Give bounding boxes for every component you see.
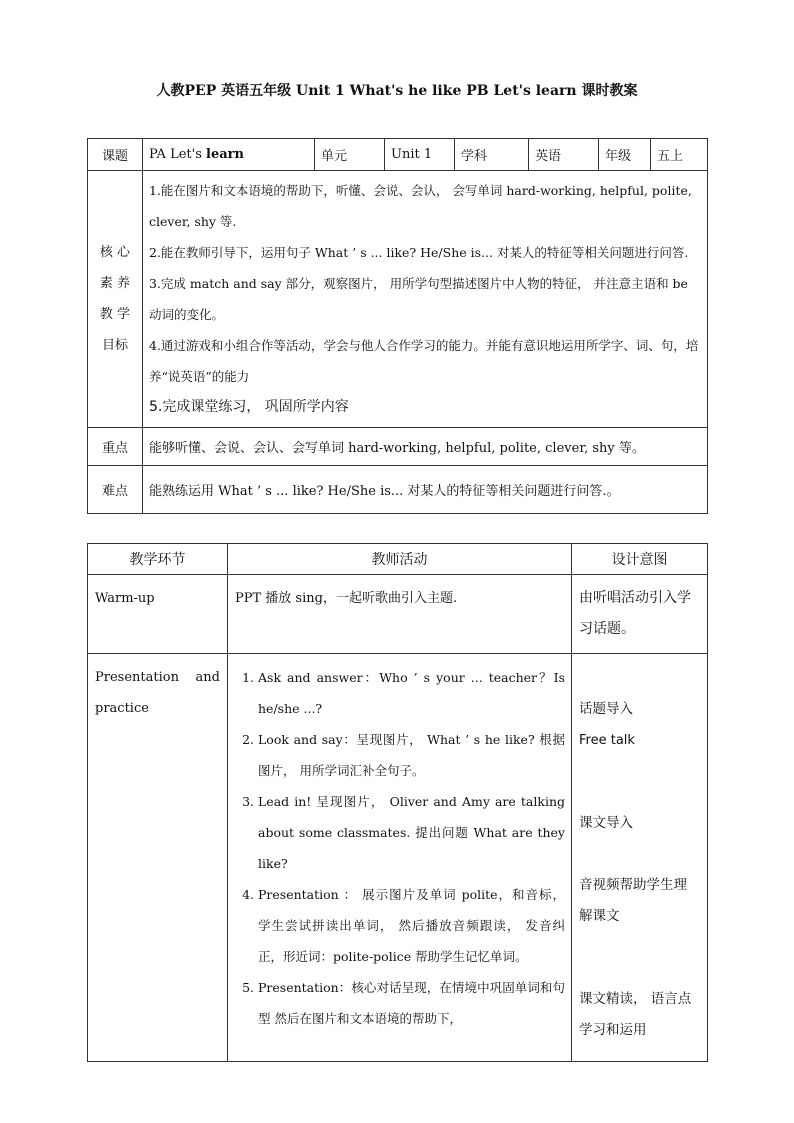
process-header-row <box>88 544 708 575</box>
warmup-intent: 由听唱活动引入学习话题。 <box>572 575 708 654</box>
subject-value: 英语 <box>529 139 599 171</box>
info-table <box>87 138 708 514</box>
document-title: 人教PEP 英语五年级 Unit 1 What's he like PB Let's learn 课时教案 <box>156 83 638 99</box>
step-item: 1. Ask and answer：Who ’ s your ... teacher？Is he/she ...? <box>258 662 565 724</box>
difficulty-row <box>88 466 708 514</box>
intent-header: 设计意图 <box>572 544 708 575</box>
intent-spacer <box>579 932 700 984</box>
goal-item: 1.能在图片和文本语境的帮助下，听懂、会说、会认， 会写单词 hard-working, helpful, polite, clever, shy 等. <box>149 183 692 229</box>
topic-value <box>143 139 315 171</box>
step-item: 5. Presentation：核心对话呈现，在情境中巩固单词和句型 然后在图片和文本语境的帮助下， <box>258 972 565 1034</box>
intent-item: 音视频帮助学生理解课文 <box>579 877 687 924</box>
intent-item: 课文精读， 语言点学习和运用 <box>579 991 692 1038</box>
step-item: 3. Lead in! 呈现图片， Oliver and Amy are talking about some classmates. 提出问题 What are they like? <box>258 786 565 879</box>
key-point-label: 重点 <box>88 428 143 466</box>
topic-value-bold: learn <box>206 147 244 162</box>
goals-row <box>88 171 708 428</box>
difficulty-label: 难点 <box>88 466 143 514</box>
topic-label: 课题 <box>88 139 143 171</box>
goals-label-line: 核 心 <box>99 245 131 260</box>
warmup-stage: Warm-up <box>88 575 228 654</box>
intent-item: Free talk <box>579 733 635 748</box>
unit-value: Unit 1 <box>385 139 455 171</box>
intent-item: 课文导入 <box>579 815 633 831</box>
key-point-row <box>88 428 708 466</box>
step-item: 2. Look and say：呈现图片， What ’ s he like? 根据图片， 用所学词汇补全句子。 <box>258 724 565 786</box>
goals-content <box>143 171 708 428</box>
warmup-activity: PPT 播放 sing，一起听歌曲引入主题. <box>228 575 572 654</box>
grade-label: 年级 <box>599 139 651 171</box>
steps-list <box>228 662 571 1034</box>
subject-label: 学科 <box>455 139 529 171</box>
intent-spacer <box>579 839 700 870</box>
grade-value: 五上 <box>651 139 708 171</box>
warmup-row <box>88 575 708 654</box>
unit-label: 单元 <box>315 139 385 171</box>
goal-item: 2.能在教师引导下，运用句子 What ’ s ... like? He/She is... 对某人的特征等相关问题进行问答. <box>149 245 689 260</box>
activity-header: 教师活动 <box>228 544 572 575</box>
topic-value-part: PA Let's <box>149 147 207 162</box>
key-point-text: 能够听懂、会说、会认、会写单词 hard-working, helpful, polite, clever, shy 等。 <box>143 428 708 466</box>
presentation-activity <box>228 654 572 1062</box>
goal-item: 3.完成 match and say 部分，观察图片， 用所学句型描述图片中人物的特征， 并注意主语和 be 动词的变化。 <box>149 276 688 322</box>
process-table <box>87 543 708 1062</box>
presentation-row <box>88 654 708 1062</box>
goals-label <box>88 171 143 428</box>
presentation-intent <box>572 654 708 1062</box>
step-item: 4. Presentation ： 展示图片及单词 polite，和音标， 学生尝试拼读出单词， 然后播放音频跟读， 发音纠正，形近词：polite-police 帮助学生记忆单词。 <box>258 879 565 972</box>
goals-label-line: 目标 <box>101 338 128 353</box>
goal-item: 5.完成课堂练习， 巩固所学内容 <box>149 399 349 415</box>
info-header-row <box>88 139 708 171</box>
difficulty-text: 能熟练运用 What ’ s ... like? He/She is... 对某人的特征等相关问题进行问答.。 <box>143 466 708 514</box>
intent-item: 话题导入 <box>579 701 633 717</box>
presentation-stage: Presentation and practice <box>88 654 228 1062</box>
stage-header: 教学环节 <box>88 544 228 575</box>
goals-label-line: 教 学 <box>99 307 131 322</box>
intent-spacer <box>579 756 700 808</box>
goals-label-line: 素 养 <box>99 276 131 291</box>
goal-item: 4.通过游戏和小组合作等活动，学会与他人合作学习的能力。并能有意识地运用所学字、词、句，培养“说英语”的能力 <box>149 338 699 384</box>
